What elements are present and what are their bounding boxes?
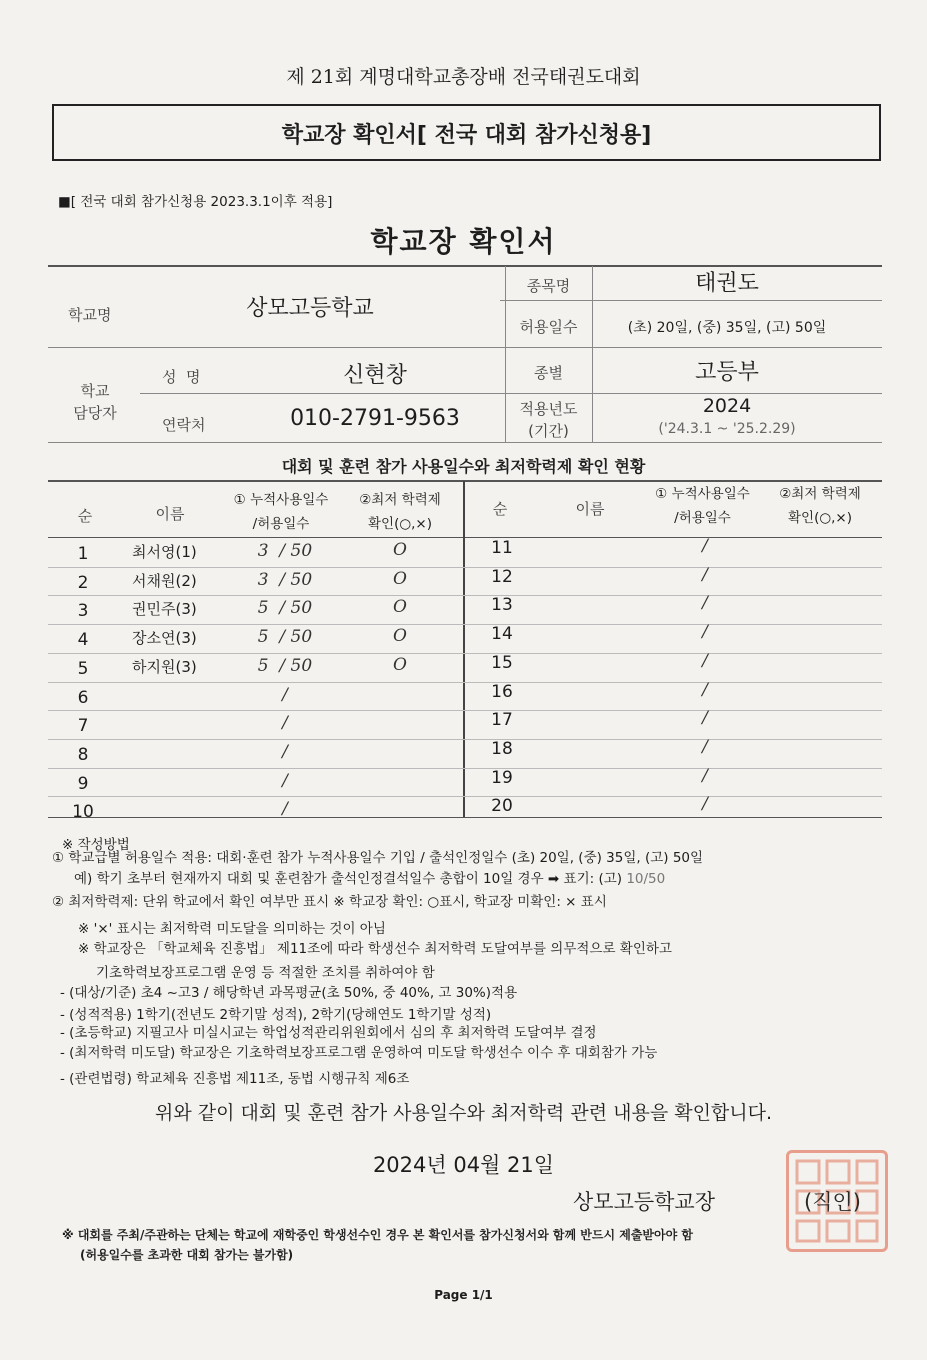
header-days-right [640,482,765,530]
manager-label [50,380,140,424]
header-grade-line2: 확인(○,×) [368,516,432,532]
row-no: 11 [491,538,513,558]
note-1a: ① 학교급별 허용일수 적용: 대회·훈련 참가 누적사용일수 기입 / 출석인정일수 (초) 20일, (중) 35일, (고) 50일 [52,850,704,866]
note-1b-example: 10/50 [626,871,666,887]
header-grade [340,488,460,536]
row-check: O [393,597,407,618]
row-days: / [702,593,708,614]
manager-label-line2: 담당자 [73,404,117,422]
note-3: ※ '×' 표시는 최저학력 미도달을 의미하는 것이 아님 [78,921,386,937]
row-no: 13 [491,595,513,616]
note-7: - (초등학교) 지필고사 미실시교는 학업성적관리위원회에서 심의 후 최저학력 도달여부 결정 [60,1025,597,1041]
footer-line1: ※ 대회를 주최/주관하는 단체는 학교에 재학중인 학생선수인 경우 본 확인서를 참가신청서와 함께 반드시 제출받아야 함 [62,1228,693,1242]
row-no: 20 [491,796,513,817]
school-label: 학교명 [68,306,112,324]
box-title: 학교장 확인서[ 전국 대회 참가신청용] [281,123,652,148]
info-bottom-line [48,442,882,443]
header-grade-right-line2: 확인(○,×) [788,510,852,526]
note-4a: ※ 학교장은 「학교체육 진흥법」 제11조에 따라 학생선수 최저학력 도달여부를 의무적으로 확인하고 [78,941,672,957]
row-name: 권민주(3) [132,600,197,619]
sport-value: 태권도 [695,271,759,296]
note-4b: 기초학력보장프로그램 운영 등 적절한 조치를 취하여야 함 [96,965,435,981]
row-name: 최서영(1) [132,543,197,561]
confirm-statement: 위와 같이 대회 및 훈련 참가 사용일수와 최저학력 관련 내용을 확인합니다. [154,1102,773,1124]
seal-label: (직인) [804,1190,861,1214]
row-no: 4 [77,630,89,651]
header-no-right: 순 [492,500,508,518]
header-grade-line1: ②최저 학력제 [359,492,441,508]
row-name: 서채원(2) [132,571,197,590]
division-label: 종별 [534,364,563,382]
row-no: 1 [77,544,89,564]
header-days [220,488,342,536]
table-title: 대회 및 훈련 참가 사용일수와 최저학력제 확인 현황 [281,457,646,476]
info-line [500,300,882,301]
note-6: - (성적적용) 1학기(전년도 2학기말 성적), 2학기(당해연도 1학기말 성적) [60,1007,492,1023]
row-days: / [702,650,708,671]
row-no: 9 [77,773,89,794]
row-days: 3 / 50 [257,541,313,561]
row-check: O [393,568,407,589]
row-no: 3 [77,601,89,622]
row-days: / [702,765,708,786]
contact-value: 010-2791-9563 [290,406,460,431]
row-check: O [393,654,407,675]
year-value: 2024 [702,395,752,417]
row-no: 18 [491,738,513,759]
row-days: / [702,622,708,643]
footer-line2: (허용일수를 초과한 대회 참가는 불가함) [80,1248,294,1262]
row-no: 14 [491,624,513,645]
row-days: / [282,713,288,734]
row-no: 15 [491,652,513,673]
row-name: 장소연(3) [132,629,197,648]
confirm-date: 2024년 04월 21일 [372,1153,555,1177]
header-grade-right [760,482,880,530]
row-no: 10 [72,802,94,823]
row-days: / [702,708,708,729]
year-label [505,398,592,442]
page-number: Page 1/1 [434,1288,493,1302]
header-name-right: 이름 [575,500,605,518]
header-days-right-line1: ① 누적사용일수 [655,486,750,502]
note-1b [74,867,665,887]
year-label-line1: 적용년도 [519,400,578,418]
header-days-right-line2: /허용일수 [674,510,731,526]
name-label: 성 명 [162,368,201,386]
row-days: / [702,564,708,585]
row-check: O [393,540,407,560]
header-days-line2: /허용일수 [252,516,310,532]
row-days: / [282,799,288,820]
note-1b-text: 예) 학기 초부터 현재까지 대회 및 훈련참가 출석인정결석일수 총합이 10일 경우 ➡ 표기: (고) [74,871,623,887]
period-value: ('24.3.1 ~ '25.2.29) [658,421,796,437]
row-days: 5 / 50 [257,598,313,619]
notes-heading: ※ 작성방법 [62,837,130,853]
document-title: 학교장 확인서 [370,225,557,258]
row-check: O [393,626,407,647]
row-days: / [282,741,288,762]
note-9: - (관련법령) 학교체육 진흥법 제11조, 동법 시행규칙 제6조 [60,1071,410,1087]
row-no: 16 [491,681,513,702]
info-line [140,393,882,394]
row-no: 12 [491,566,513,587]
sport-label: 종목명 [526,277,571,295]
days-label: 허용일수 [519,318,578,336]
row-days: 3 / 50 [257,569,313,590]
row-days: 5 / 50 [257,655,313,676]
header-days-line1: ① 누적사용일수 [233,492,329,508]
row-name: 하지원(3) [132,657,197,676]
header-grade-right-line1: ②최저 학력제 [779,486,861,502]
form-note: ■[ 전국 대회 참가신청용 2023.3.1이후 적용] [58,194,333,210]
row-no: 6 [77,687,89,708]
note-5: - (대상/기준) 초4 ~고3 / 해당학년 과목평균(초 50%, 중 40%, 고 30%)적용 [60,985,518,1001]
note-8: - (최저학력 미도달) 학교장은 기초학력보장프로그램 운영하여 미도달 학생선수 이수 후 대회참가 가능 [60,1045,658,1061]
division-value: 고등부 [695,360,759,385]
row-days: / [282,770,288,791]
row-days: / [702,679,708,700]
header-no: 순 [77,507,93,525]
row-days: / [702,536,708,556]
manager-label-line1: 학교 [80,382,110,400]
row-days: 5 / 50 [257,627,313,648]
row-no: 17 [491,710,513,731]
year-label-line2: (기간) [528,422,569,440]
row-no: 7 [77,716,89,737]
row-no: 5 [77,658,89,679]
days-value: (초) 20일, (중) 35일, (고) 50일 [627,320,827,336]
school-value: 상모고등학교 [246,296,374,321]
name-value: 신현창 [343,363,407,388]
note-2: ② 최저학력제: 단위 학교에서 확인 여부만 표시 ※ 학교장 확인: ○표시, 학교장 미확인: × 표시 [52,894,607,910]
row-days: / [702,794,708,815]
header-name: 이름 [155,505,185,523]
principal-name: 상모고등학교장 [573,1190,716,1214]
table-center-divider [463,481,465,817]
row-no: 2 [77,572,89,593]
row-no: 8 [77,744,89,765]
table-bottom-line [48,817,882,818]
row-no: 19 [491,767,513,788]
info-line [48,347,882,348]
event-title: 제 21회 계명대학교총장배 전국태권도대회 [286,66,641,88]
contact-label: 연락처 [162,416,206,434]
row-days: / [702,736,708,757]
row-days: / [282,684,288,705]
